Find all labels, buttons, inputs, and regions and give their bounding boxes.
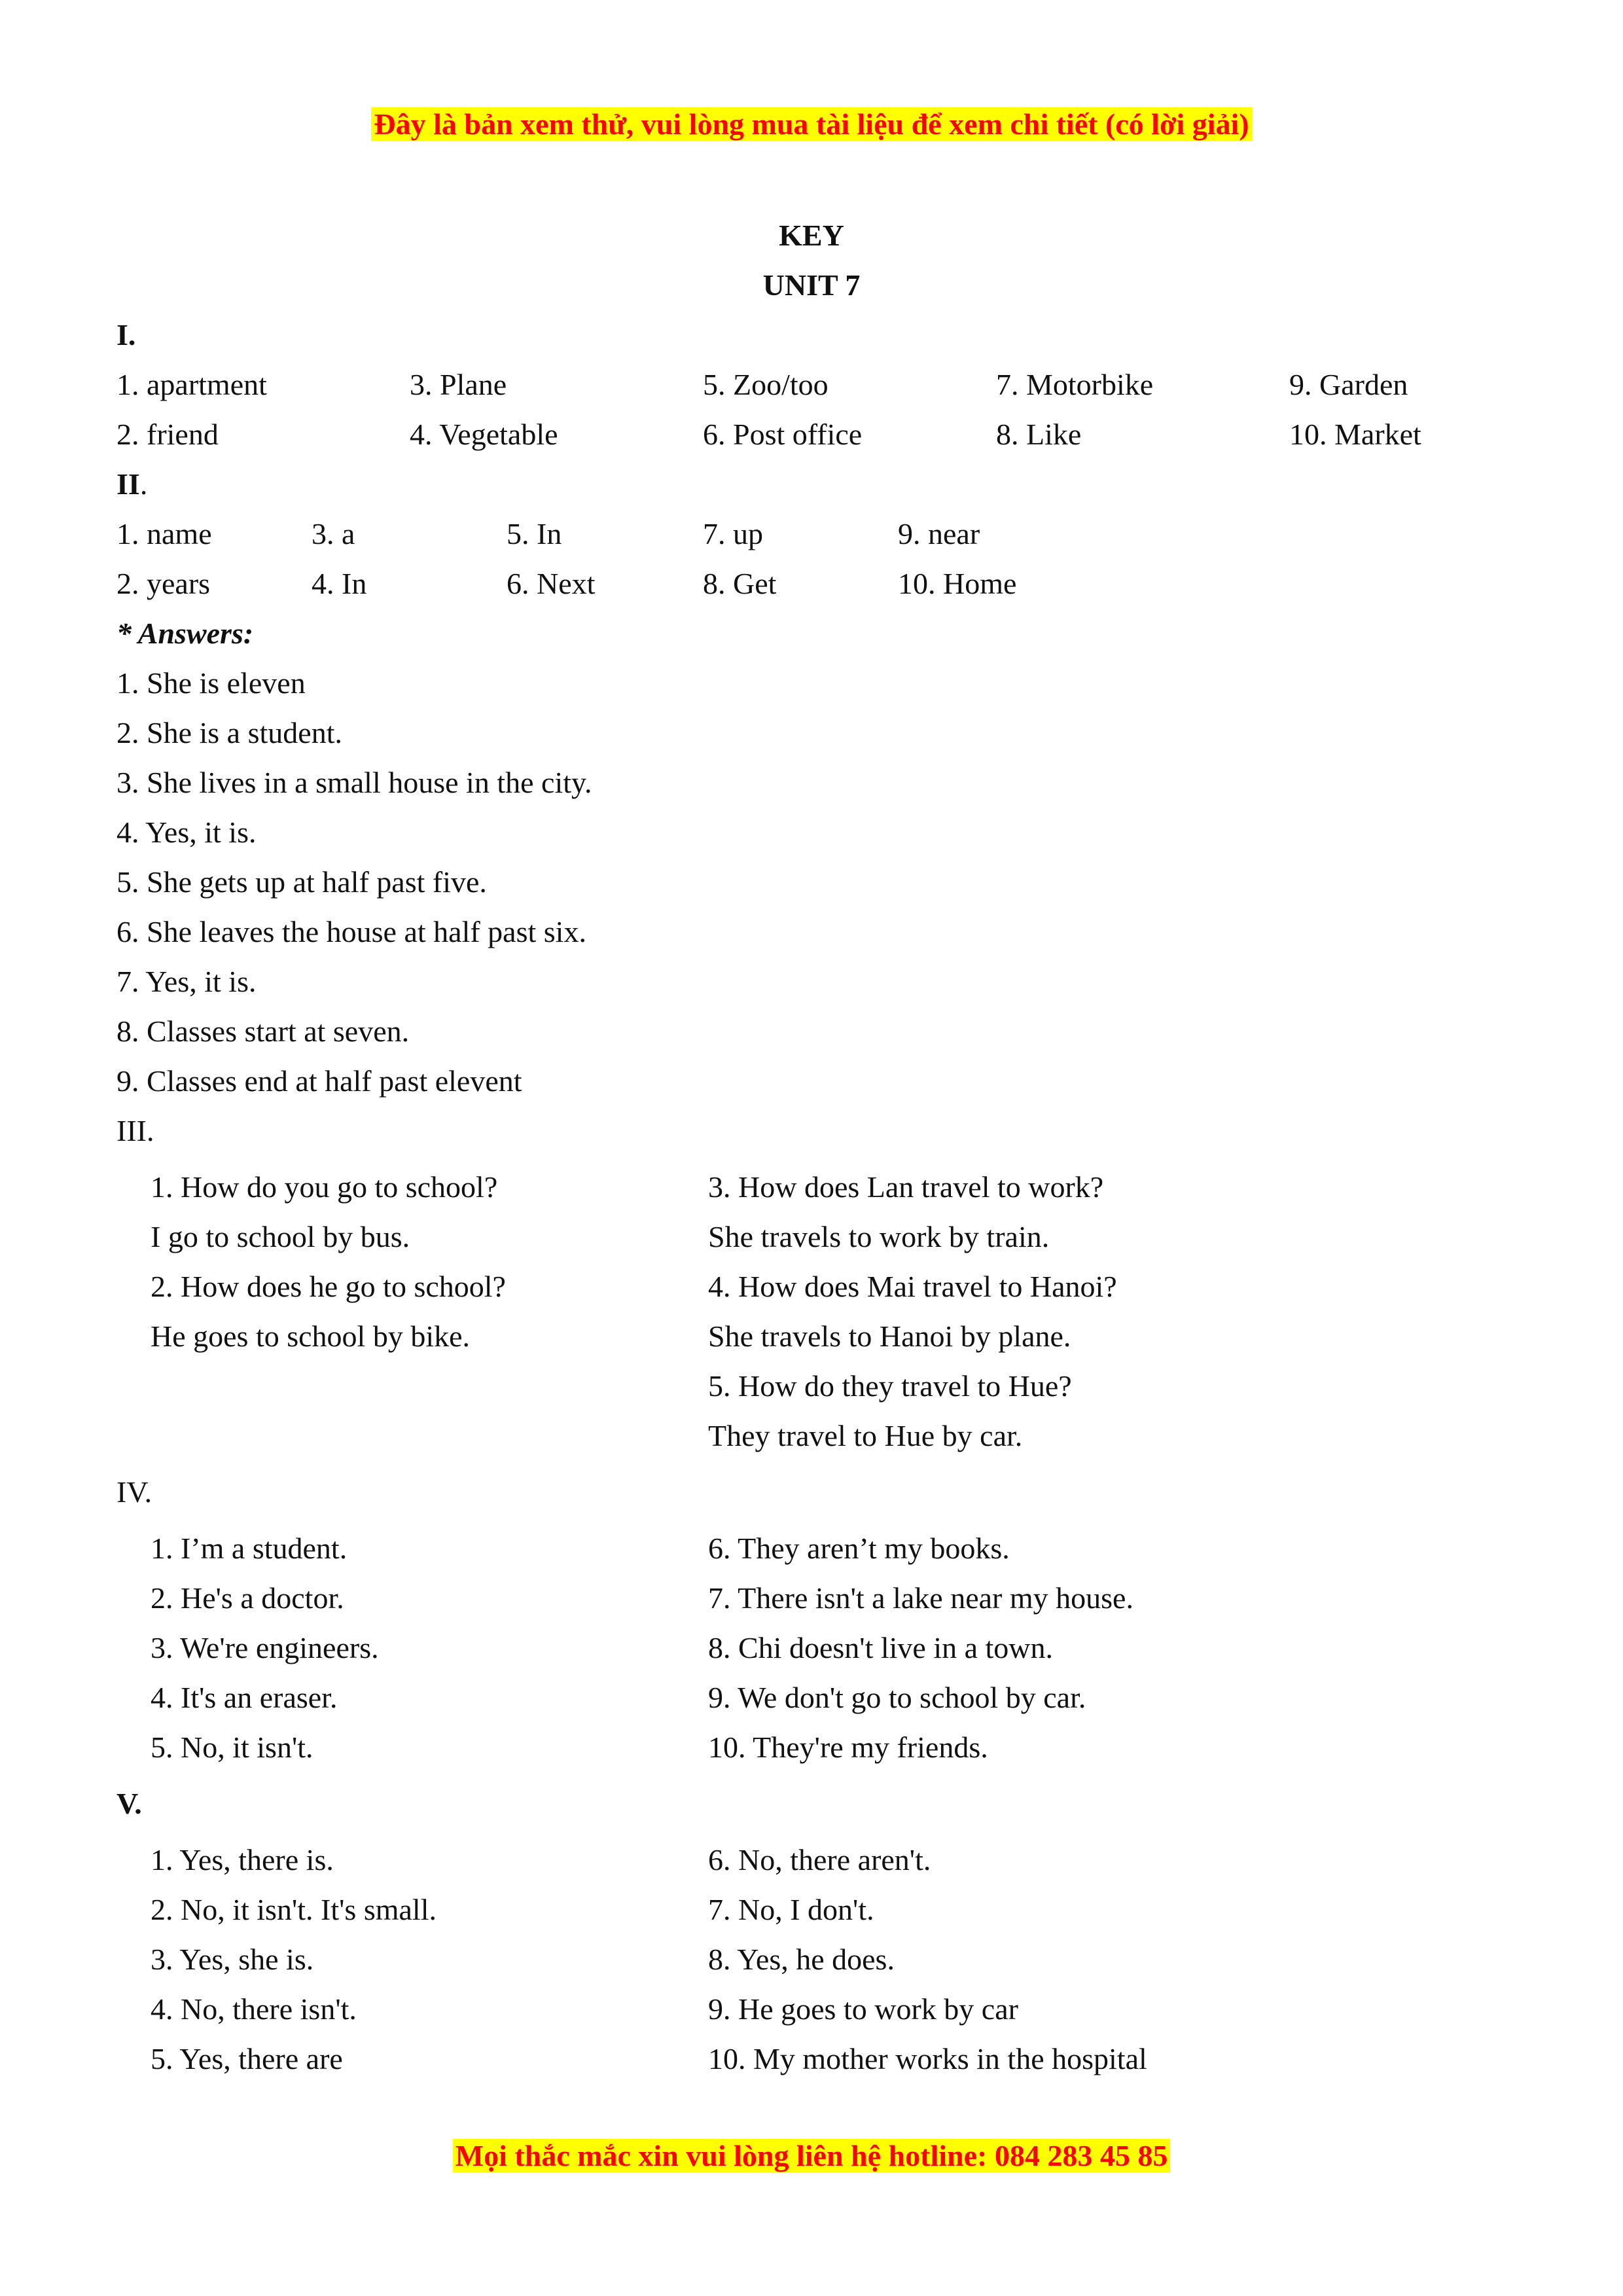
answer-line: 4. Yes, it is.: [116, 816, 257, 849]
answer-line: 6. She leaves the house at half past six.: [116, 915, 586, 948]
s5-left-line: 5. Yes, there are: [151, 2042, 343, 2075]
s5-right-line: 7. No, I don't.: [708, 1893, 874, 1926]
s5-left-line: 3. Yes, she is.: [151, 1943, 314, 1976]
answer-line: 1. She is eleven: [116, 666, 306, 700]
answer-line: 5. She gets up at half past five.: [116, 865, 487, 899]
s2-item: 5. In: [507, 517, 562, 550]
s3-left-line: He goes to school by bike.: [151, 1319, 471, 1353]
bottom-banner: [0, 2131, 1623, 2181]
section-2-heading: [116, 459, 147, 509]
s1-item: 3. Plane: [410, 368, 507, 401]
s3-right-line: 5. How do they travel to Hue?: [708, 1369, 1072, 1403]
section-1-heading: I.: [116, 318, 136, 351]
answer-line: 3. She lives in a small house in the city.: [116, 766, 592, 799]
s4-right-line: 8. Chi doesn't live in a town.: [708, 1631, 1054, 1664]
s5-right-line: 9. He goes to work by car: [708, 1992, 1018, 2026]
bottom-banner-text: Mọi thắc mắc xin vui lòng liên hệ hotline: 084 283 45 85: [453, 2139, 1171, 2172]
s1-item: 5. Zoo/too: [703, 368, 829, 401]
s4-right-line: 10. They're my friends.: [708, 1731, 988, 1764]
s1-item: 1. apartment: [116, 368, 267, 401]
s3-right-line: She travels to work by train.: [708, 1220, 1050, 1253]
s5-left-line: 4. No, there isn't.: [151, 1992, 357, 2026]
top-banner: [0, 99, 1623, 149]
s3-right-line: 4. How does Mai travel to Hanoi?: [708, 1270, 1117, 1303]
s4-right-line: 7. There isn't a lake near my house.: [708, 1581, 1133, 1615]
s1-item: 6. Post office: [703, 418, 863, 451]
s2-item: 4. In: [312, 567, 367, 600]
s4-left-line: 1. I’m a student.: [151, 1532, 348, 1565]
answers-label: * Answers:: [116, 617, 254, 650]
section-3-heading: III.: [116, 1114, 154, 1147]
s1-item: 4. Vegetable: [410, 418, 558, 451]
section-5-heading: V.: [116, 1787, 142, 1820]
s1-item: 10. Market: [1289, 418, 1421, 451]
s2-item: 9. near: [898, 517, 980, 550]
s2-item: 8. Get: [703, 567, 777, 600]
s2-item: 2. years: [116, 567, 211, 600]
s4-left-line: 4. It's an eraser.: [151, 1681, 338, 1714]
section-2-heading-dot: .: [139, 467, 148, 501]
s2-item: 3. a: [312, 517, 355, 550]
answer-line: 9. Classes end at half past elevent: [116, 1064, 522, 1098]
s3-left-line: 2. How does he go to school?: [151, 1270, 506, 1303]
page-title: KEY: [779, 219, 844, 252]
s1-item: 7. Motorbike: [996, 368, 1154, 401]
s3-right-line: She travels to Hanoi by plane.: [708, 1319, 1071, 1353]
s2-item: 6. Next: [507, 567, 596, 600]
s5-right-line: 8. Yes, he does.: [708, 1943, 895, 1976]
s3-right-line: 3. How does Lan travel to work?: [708, 1170, 1104, 1204]
s5-right-line: 10. My mother works in the hospital: [708, 2042, 1147, 2075]
s4-left-line: 2. He's a doctor.: [151, 1581, 344, 1615]
answer-line: 2. She is a student.: [116, 716, 342, 749]
s4-right-line: 6. They aren’t my books.: [708, 1532, 1010, 1565]
s3-right-line: They travel to Hue by car.: [708, 1419, 1023, 1452]
s1-item: 2. friend: [116, 418, 219, 451]
s3-left-line: 1. How do you go to school?: [151, 1170, 498, 1204]
s4-right-line: 9. We don't go to school by car.: [708, 1681, 1086, 1714]
s5-left-line: 2. No, it isn't. It's small.: [151, 1893, 437, 1926]
top-banner-text: Đây là bản xem thử, vui lòng mua tài liệu để xem chi tiết (có lời giải): [371, 107, 1251, 141]
section-2-heading-text: II: [116, 467, 140, 501]
s5-right-line: 6. No, there aren't.: [708, 1843, 931, 1876]
s4-left-line: 5. No, it isn't.: [151, 1731, 313, 1764]
s2-item: 1. name: [116, 517, 212, 550]
section-4-heading: IV.: [116, 1475, 152, 1509]
answer-line: 7. Yes, it is.: [116, 965, 257, 998]
s5-left-line: 1. Yes, there is.: [151, 1843, 334, 1876]
answer-line: 8. Classes start at seven.: [116, 1014, 410, 1048]
s3-left-line: I go to school by bus.: [151, 1220, 410, 1253]
s1-item: 9. Garden: [1289, 368, 1408, 401]
s4-left-line: 3. We're engineers.: [151, 1631, 379, 1664]
s1-item: 8. Like: [996, 418, 1082, 451]
page-subtitle: UNIT 7: [762, 268, 861, 302]
s2-item: 7. up: [703, 517, 763, 550]
s2-item: 10. Home: [898, 567, 1017, 600]
